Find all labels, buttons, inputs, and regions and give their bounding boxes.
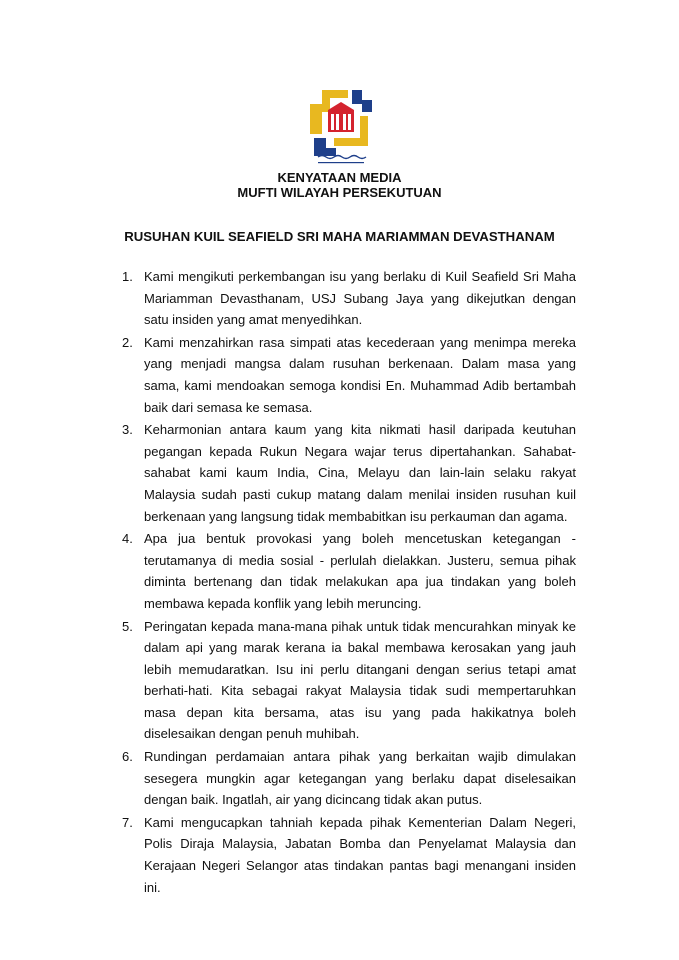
item-text: Apa jua bentuk provokasi yang boleh mencetuskan ketegangan - terutamanya di media sosial - perlulah dielakkan. Justeru, semua pihak diminta bertenang dan tidak melakukan apa jua tindakan yang boleh membawa kepada konflik yang lebih meruncing. [144,531,576,611]
item-text: Peringatan kepada mana-mana pihak untuk tidak mencurahkan minyak ke dalam api yang marak kerana ia bakal membawa kerosakan yang jauh lebih memudaratkan. Isu ini perlu ditangani dengan serius tetapi amat berhati-hati. Kita sebagai rakyat Malaysia tidak sudi mempertaruhkan masa depan kita bersama, atas isu yang pada hakikatnya boleh diselesaikan dengan penuh muhibah. [144,618,576,742]
logo-frame-bottom-left [314,138,336,156]
mufti-emblem-icon [300,86,382,166]
item-number: 5. [122,618,133,634]
list-item [122,266,576,331]
item-text: Rundingan perdamaian antara pihak yang berkaitan wajib dimulakan sesegera mungkin agar ketegangan yang berlaku dapat diselesaikan dengan baik. Ingatlah, air yang dicincang tidak akan putus. [144,749,576,808]
list-item [122,746,576,811]
statement-points-list [122,266,576,899]
item-number: 1. [122,269,133,284]
item-number: 4. [122,531,133,547]
statement-title: RUSUHAN KUIL SEAFIELD SRI MAHA MARIAMMAN DEVASTHANAM [124,229,555,244]
logo-frame-left [310,104,322,134]
item-number: 6. [122,749,133,765]
list-item [122,419,576,527]
list-item [122,528,576,614]
issuer-heading: MUFTI WILAYAH PERSEKUTUAN [237,185,442,200]
logo-frame-top-right [352,90,372,112]
item-text: Keharmonian antara kaum yang kita nikmati hasil daripada keutuhan pegangan kepada Rukun Negara wajar terus dipertahankan. Sahabat-sahabat kami kaum India, Cina, Melayu dan lain-lain selaku rakyat Malaysia sudah pasti cukup matang dalam menilai insiden rusuhan kuil berkenaan yang langsung tidak membabitkan isu perkauman dan agama. [144,422,576,524]
list-item [122,812,576,898]
item-number: 3. [122,422,133,438]
list-item [122,332,576,418]
release-type-heading: KENYATAAN MEDIA [277,170,402,185]
item-number: 2. [122,334,133,350]
office-logo [300,86,382,166]
item-number: 7. [122,814,133,830]
list-item [122,616,576,746]
item-text: Kami mengucapkan tahniah kepada pihak Kementerian Dalam Negeri, Polis Diraja Malaysia, Jabatan Bomba dan Penyelamat Malaysia dan Kerajaan Negeri Selangor atas tindakan pantas bagi menangani insiden ini. [144,814,576,895]
item-text: Kami menzahirkan rasa simpati atas kecederaan yang menimpa mereka yang menjadi mangsa dalam rusuhan berkenaan. Dalam masa yang sama, kami mendoakan semoga kondisi En. Muhammad Adib bertambah baik dari semasa ke semasa. [144,334,576,415]
logo-script-lettering [318,156,366,164]
item-text: Kami mengikuti perkembangan isu yang berlaku di Kuil Seafield Sri Maha Mariamman Devasthanam, USJ Subang Jaya yang dikejutkan dengan satu insiden yang amat menyedihkan. [144,269,576,328]
